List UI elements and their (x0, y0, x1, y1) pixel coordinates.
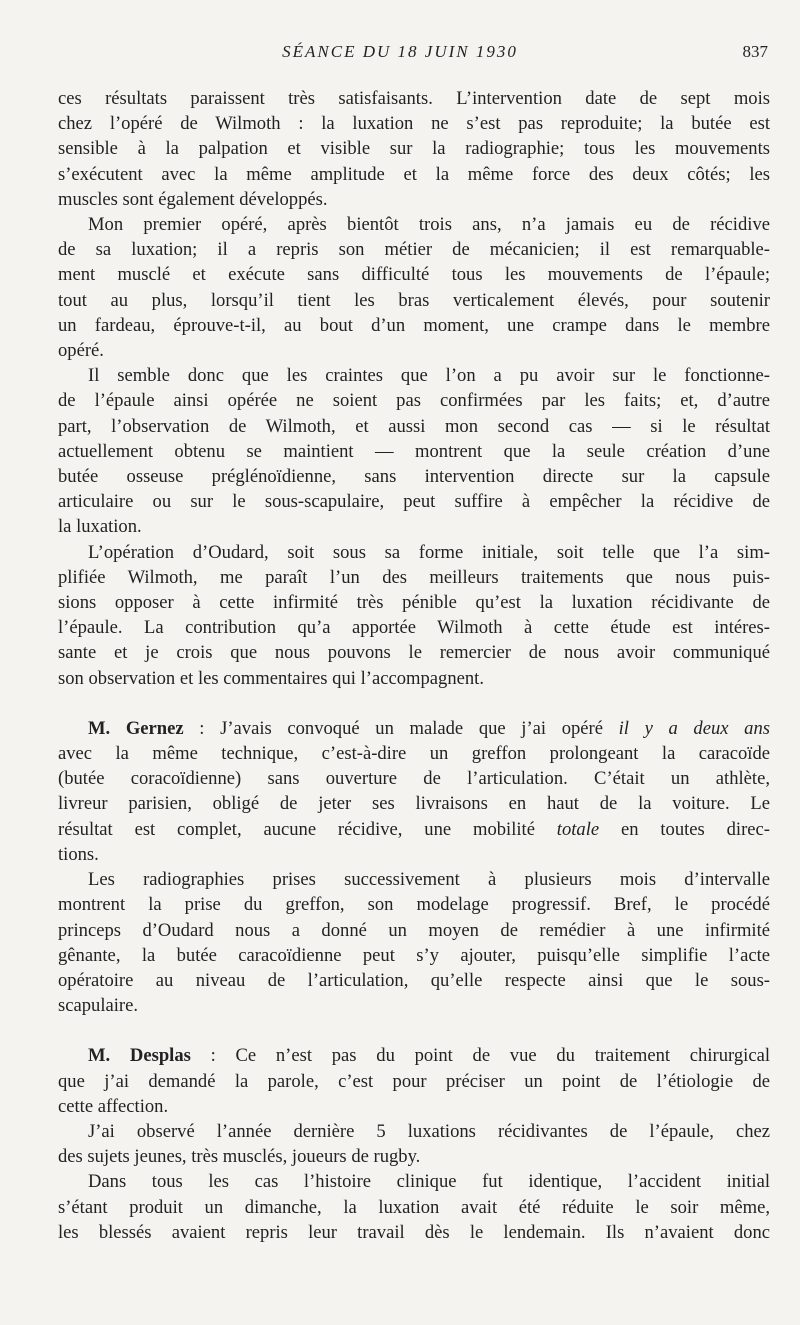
text-line: Mon premier opéré, après bientôt trois ans, n’a jamais eu de récidive (88, 214, 770, 236)
text-line: M. Desplas : Ce n’est pas du point de vue du traitement chirurgical (88, 1045, 770, 1067)
text-line: sensible à la palpation et visible sur la radiographie; tous les mouvements (58, 138, 770, 160)
text-line: tout au plus, lorsqu’il tient les bras verticalement élevés, pour soutenir (58, 289, 770, 311)
text-line: avec la même technique, c’est-à-dire un greffon prolongeant la caracoïde (58, 743, 770, 765)
text-line: (butée coracoïdienne) sans ouverture de l’articulation. C’était un athlète, (58, 768, 770, 790)
text-line: ces résultats paraissent très satisfaisants. L’intervention date de sept mois (58, 88, 770, 109)
text-line: tions. (58, 843, 99, 865)
text-line: L’opération d’Oudard, soit sous sa forme initiale, soit telle que l’a sim- (88, 541, 770, 563)
speaker-name: M. Gernez (88, 717, 184, 739)
text-line: sions opposer à cette infirmité très pénible qu’est la luxation récidivante de (58, 592, 770, 614)
running-head: SÉANCE DU 18 JUIN 1930 (282, 42, 518, 61)
text-line: princeps d’Oudard nous a donné un moyen de remédier à une infirmité (58, 919, 770, 941)
text-line: plifiée Wilmoth, me paraît l’un des meilleurs traitements que nous puis- (58, 566, 770, 588)
text-line: Dans tous les cas l’histoire clinique fut identique, l’accident initial (88, 1171, 770, 1193)
text-line: son observation et les commentaires qui l’accompagnent. (58, 667, 484, 689)
text-line: la luxation. (58, 516, 142, 538)
text-line: articulaire ou sur le sous-scapulaire, peut suffire à empêcher la récidive de (58, 491, 770, 513)
text-line: muscles sont également développés. (58, 188, 328, 210)
text-line: un fardeau, éprouve-t-il, au bout d’un moment, une crampe dans le membre (58, 314, 770, 336)
paragraph (58, 540, 770, 691)
text-line: de sa luxation; il a repris son métier de mécanicien; il est remarquable- (58, 239, 770, 261)
paragraph (58, 1169, 770, 1245)
paragraph (58, 212, 770, 363)
text-line: chez l’opéré de Wilmoth : la luxation ne s’est pas reproduite; la butée est (58, 113, 770, 135)
text-line: Il semble donc que les craintes que l’on a pu avoir sur le fonctionne- (88, 365, 770, 387)
paragraph-desplas (58, 1043, 770, 1119)
text-line: part, l’observation de Wilmoth, et aussi mon second cas — si le résultat (58, 415, 770, 437)
text-line: des sujets jeunes, très musclés, joueurs de rugby. (58, 1146, 421, 1168)
text-line: s’exécutent avec la même amplitude et la même force des deux côtés; les (58, 163, 770, 185)
text-line: l’épaule. La contribution qu’a apportée Wilmoth à cette étude est intéres- (58, 617, 770, 639)
text-line: que j’ai demandé la parole, c’est pour préciser un point de l’étiologie de (58, 1070, 770, 1092)
paragraph (58, 86, 770, 212)
text-line: montrent la prise du greffon, son modelage progressif. Bref, le procédé (58, 894, 770, 916)
speaker-name: M. Desplas (88, 1045, 191, 1067)
text-line: J’ai observé l’année dernière 5 luxations récidivantes de l’épaule, chez (88, 1120, 770, 1142)
text-line: gênante, la butée caracoïdienne peut s’y ajouter, puisqu’elle simplifie l’acte (58, 944, 770, 966)
text-line: livreur parisien, obligé de jeter ses livraisons en haut de la voiture. Le (58, 793, 770, 815)
paragraph (58, 1119, 770, 1169)
text-line: de l’épaule ainsi opérée ne soient pas confirmées par les faits; et, d’autre (58, 390, 770, 412)
text-line: les blessés avaient repris leur travail dès le lendemain. Ils n’avaient donc (58, 1221, 770, 1243)
text-line: résultat est complet, aucune récidive, une mobilité totale en toutes direc- (58, 818, 770, 840)
page-number: 837 (742, 42, 768, 61)
text-line: cette affection. (58, 1095, 169, 1117)
paragraph (58, 363, 770, 539)
text-line: sante et je crois que nous pouvons le remercier de nous avoir communiqué (58, 642, 770, 664)
text-line: Les radiographies prises successivement à plusieurs mois d’intervalle (88, 869, 770, 891)
text-line: ment musclé et exécute sans difficulté tous les mouvements de l’épaule; (58, 264, 770, 286)
text-line: s’étant produit un dimanche, la luxation avait été réduite le soir même, (58, 1196, 770, 1218)
text-line: butée osseuse préglénoïdienne, sans intervention directe sur la capsule (58, 466, 770, 488)
text-line: opéré. (58, 340, 104, 362)
paragraph-gernez (58, 716, 770, 867)
text-line: actuellement obtenu se maintient — montrent que la seule création d’une (58, 440, 770, 462)
text-line: scapulaire. (58, 995, 139, 1017)
paragraph (58, 867, 770, 1018)
page-header (0, 42, 800, 70)
text-line: M. Gernez : J’avais convoqué un malade que j’ai opéré il y a deux ans (88, 717, 770, 739)
body-text (58, 86, 770, 1245)
text-line: opératoire au niveau de l’articulation, qu’elle respecte ainsi que le sous- (58, 969, 770, 991)
